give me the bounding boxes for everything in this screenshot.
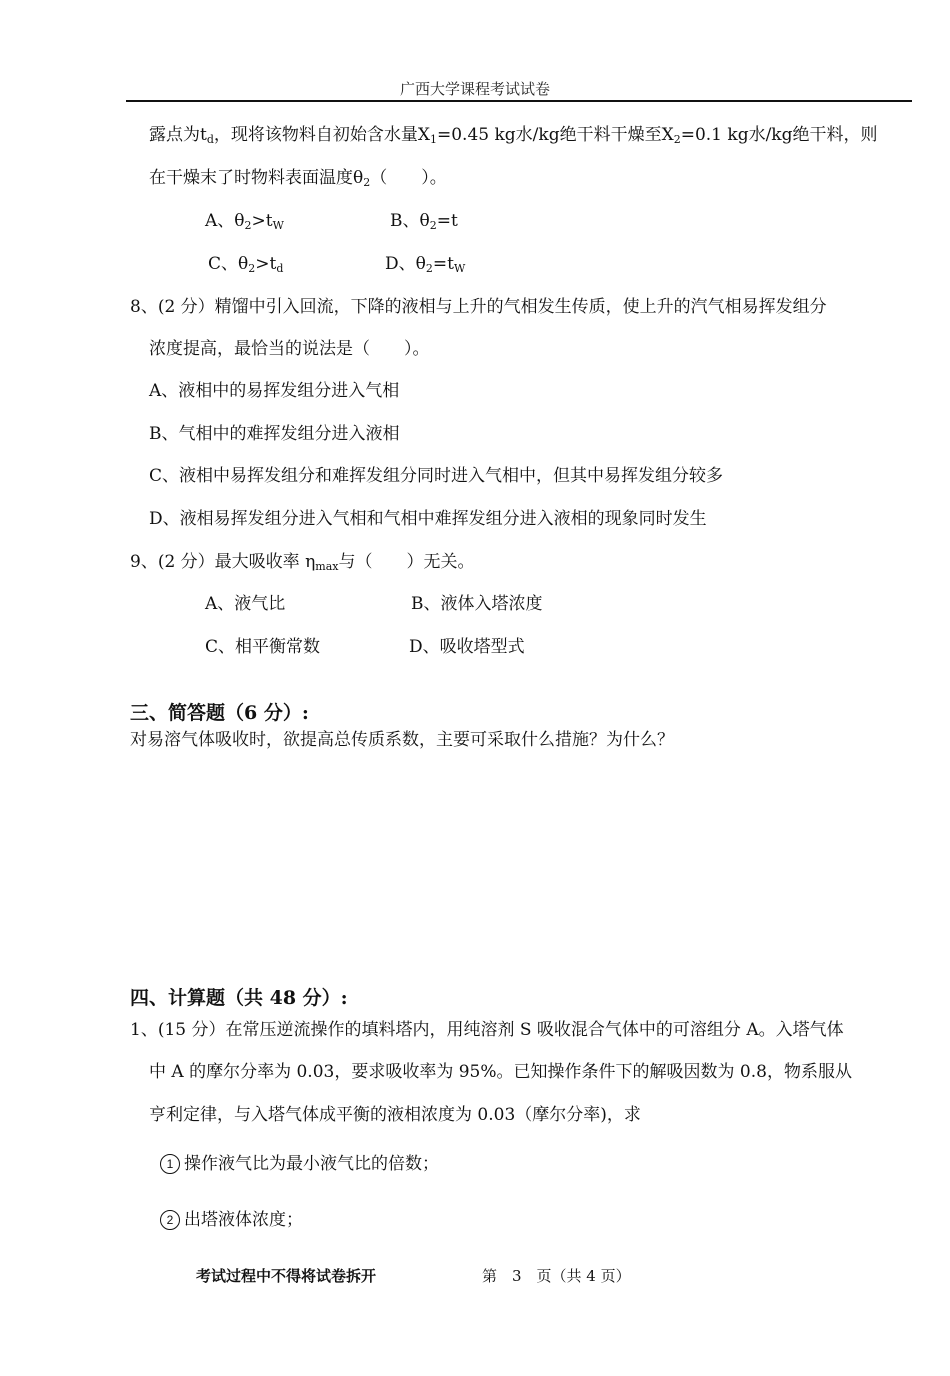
q7-option-a: A、$\theta_2>t_W$: [205, 211, 284, 232]
s4-q1-line-2: 中 A 的摩尔分率为 0.03，要求吸收率为 95%。已知操作条件下的解吸因数为 0.8，物系服从: [149, 1062, 852, 1082]
section-3-title: 三、简答题（6 分）:: [130, 702, 309, 724]
s4-q1-line-1: 1、(15 分）在常压逆流操作的填料塔内，用纯溶剂 S 吸收混合气体中的可溶组分 A。入塔气体: [130, 1020, 844, 1040]
q9-option-d: D、吸收塔型式: [409, 637, 525, 657]
q9-option-b: B、液体入塔浓度: [411, 594, 543, 614]
q7-option-b: B、$\theta_2=t$: [390, 211, 458, 232]
q7-option-c: C、$\theta_2>t_d$: [208, 254, 284, 275]
q8-option-c: C、液相中易挥发组分和难挥发组分同时进入气相中，但其中易挥发组分较多: [149, 466, 724, 486]
q7-line-2: 在干燥末了时物料表面温度$\theta_2$（ ）。: [149, 168, 447, 189]
footer-page-number: 第 3 页（共 4 页）: [482, 1267, 631, 1285]
q8-option-a: A、液相中的易挥发组分进入气相: [149, 381, 400, 401]
circled-number-2: 2: [160, 1210, 180, 1230]
s4-q1-subitem-2: 2 出塔液体浓度；: [160, 1209, 303, 1231]
section-4-title: 四、计算题（共 48 分）:: [130, 987, 348, 1009]
q8-option-d: D、液相易挥发组分进入气相和气相中难挥发组分进入液相的现象同时发生: [149, 509, 707, 529]
q7-option-d: D、$\theta_2=t_W$: [385, 254, 466, 275]
q9-option-c: C、相平衡常数: [205, 637, 321, 657]
q8-line-2: 浓度提高，最恰当的说法是（ ）。: [149, 339, 430, 359]
q8-option-b: B、气相中的难挥发组分进入液相: [149, 424, 400, 444]
s4-q1-subitem-1: 1 操作液气比为最小液气比的倍数；: [160, 1153, 439, 1175]
section-3-question: 对易溶气体吸收时，欲提高总传质系数，主要可采取什么措施？为什么？: [130, 730, 674, 750]
header-rule: [126, 100, 912, 102]
q8-line-1: 8、(2 分）精馏中引入回流，下降的液相与上升的气相发生传质，使上升的汽气相易挥发组分: [130, 297, 827, 317]
circled-number-1: 1: [160, 1154, 180, 1174]
footer-notice: 考试过程中不得将试卷拆开: [196, 1267, 377, 1285]
page-header-title: 广西大学课程考试试卷: [399, 80, 550, 98]
q7-line-1: 露点为$t_d$，现将该物料自初始含水量$X_1=0.45$ kg水/kg绝干料干燥至$X_2=0.1$ kg水/kg绝干料，则: [149, 125, 878, 146]
s4-q1-line-3: 亨利定律，与入塔气体成平衡的液相浓度为 0.03（摩尔分率)，求: [149, 1105, 641, 1125]
q9-option-a: A、液气比: [205, 594, 286, 614]
q9-line: 9、(2 分）最大吸收率 $\eta_{max}$与（ ）无关。: [130, 552, 475, 573]
